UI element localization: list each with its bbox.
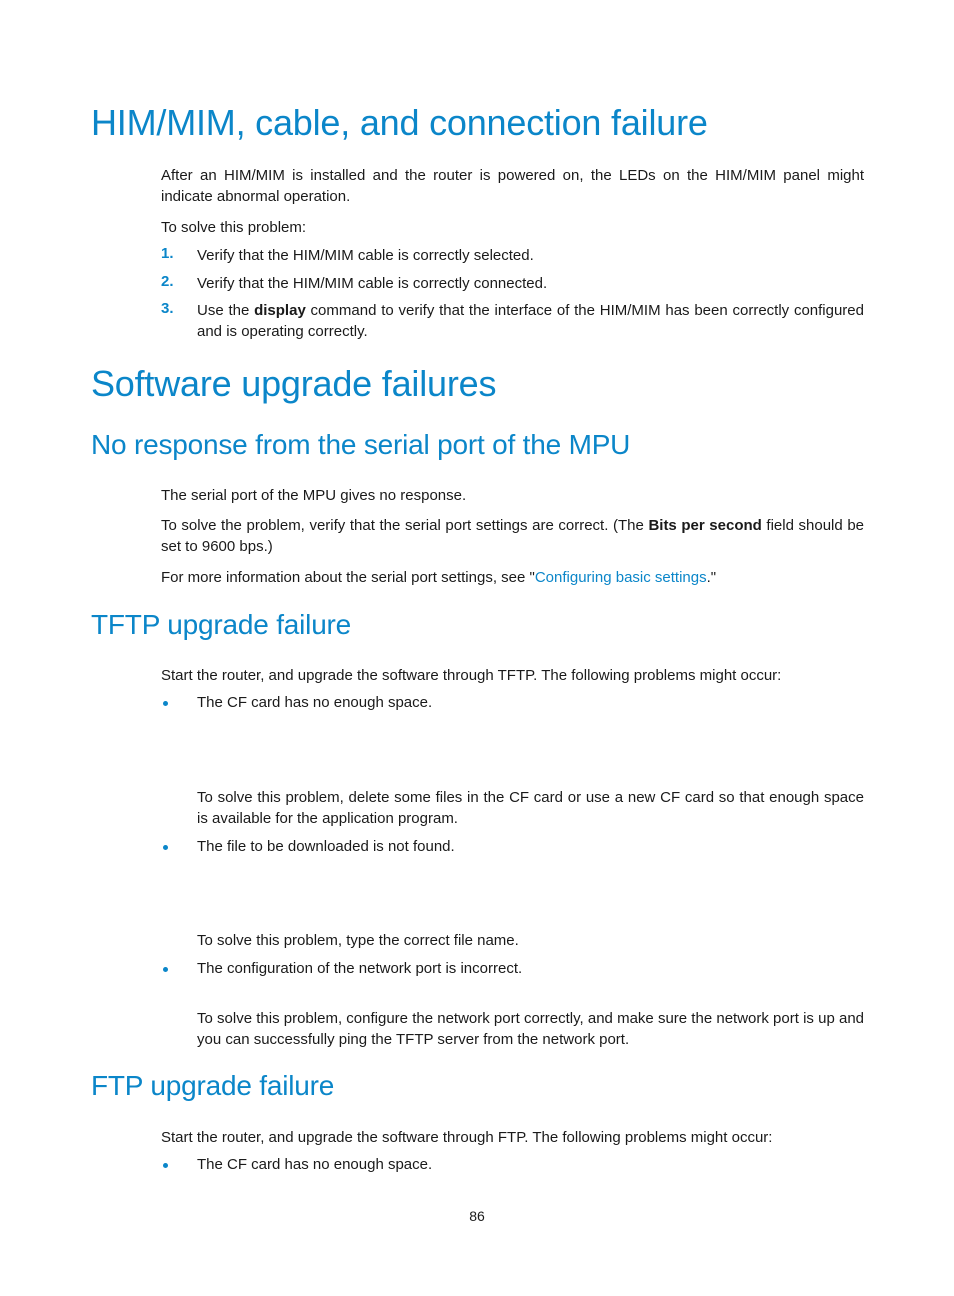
step-text: Verify that the HIM/MIM cable is correctly connected. bbox=[197, 275, 548, 292]
step-text bbox=[197, 300, 864, 342]
step-number: 3. bbox=[161, 300, 174, 317]
paragraph-fix: To solve this problem, delete some files in the CF card or use a new CF card so that enough space is available for the application program. bbox=[197, 789, 864, 827]
text: ." bbox=[706, 569, 717, 586]
step-text-pre: Use the bbox=[197, 302, 255, 319]
paragraph-intro: After an HIM/MIM is installed and the router is powered on, the LEDs on the HIM/MIM panel might indicate abnormal operation. bbox=[161, 167, 864, 205]
paragraph bbox=[161, 515, 864, 557]
step-number: 2. bbox=[161, 273, 174, 290]
text: For more information about the serial port settings, see " bbox=[161, 569, 535, 586]
field-name: Bits per second bbox=[648, 517, 762, 534]
subsection-title-ftp: FTP upgrade failure bbox=[91, 1070, 335, 1101]
subsection-title-serial-port: No response from the serial port of the MPU bbox=[91, 429, 631, 460]
paragraph-fix: To solve this problem, configure the network port correctly, and make sure the network port is up and you can successfully ping the TFTP server from the network port. bbox=[197, 1010, 864, 1048]
paragraph: Start the router, and upgrade the software through FTP. The following problems might occur: bbox=[161, 1129, 773, 1146]
list-item: The CF card has no enough space. bbox=[197, 694, 433, 711]
paragraph: Start the router, and upgrade the software through TFTP. The following problems might occur: bbox=[161, 667, 782, 684]
bullet-icon bbox=[163, 1163, 168, 1168]
step-text: Verify that the HIM/MIM cable is correctly selected. bbox=[197, 247, 534, 264]
paragraph bbox=[161, 567, 864, 588]
paragraph: The serial port of the MPU gives no response. bbox=[161, 487, 467, 504]
text: To solve the problem, verify that the serial port settings are correct. (The bbox=[161, 517, 649, 534]
page-number: 86 bbox=[469, 1208, 485, 1224]
list-item: The configuration of the network port is incorrect. bbox=[197, 960, 523, 977]
section-title-software-upgrade: Software upgrade failures bbox=[91, 363, 497, 404]
bullet-icon bbox=[163, 701, 168, 706]
configuring-basic-settings-link[interactable]: Configuring basic settings bbox=[534, 569, 707, 586]
list-item: The CF card has no enough space. bbox=[197, 1156, 433, 1173]
subsection-title-tftp: TFTP upgrade failure bbox=[91, 609, 352, 640]
paragraph-fix: To solve this problem, type the correct file name. bbox=[197, 932, 519, 949]
step-text-post: command to verify that the interface of the HIM/MIM has been correctly configured and is operating correctly. bbox=[197, 302, 864, 340]
bullet-icon bbox=[163, 845, 168, 850]
bullet-icon bbox=[163, 967, 168, 972]
paragraph-lead: To solve this problem: bbox=[161, 219, 307, 236]
list-item: The file to be downloaded is not found. bbox=[197, 838, 455, 855]
command-name: display bbox=[254, 302, 306, 319]
section-title-him-mim: HIM/MIM, cable, and connection failure bbox=[91, 102, 708, 143]
step-number: 1. bbox=[161, 245, 174, 262]
text: field should be set to 9600 bps.) bbox=[161, 517, 865, 555]
